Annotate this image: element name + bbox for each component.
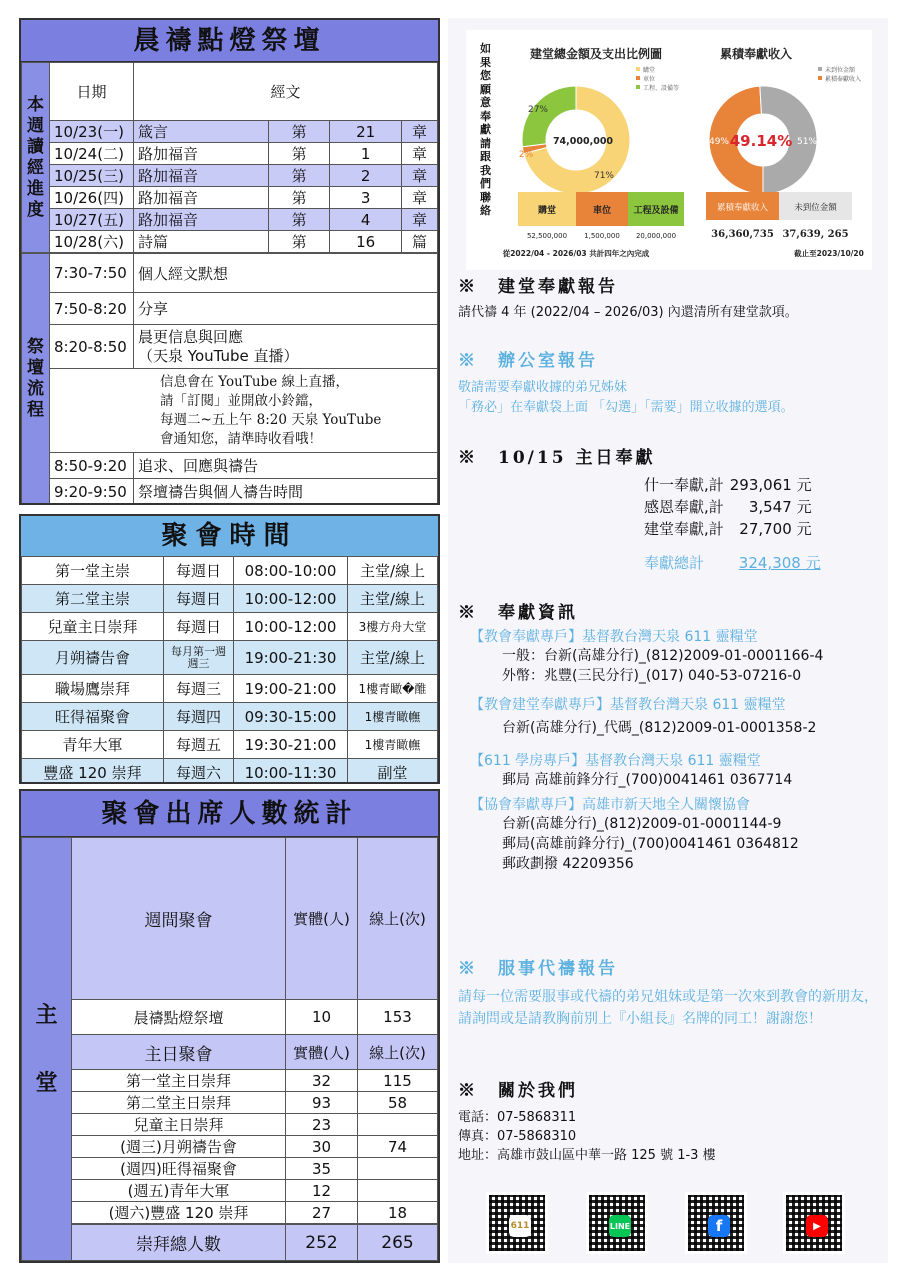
flow-item: 祭壇禱告與個人禱告時間 (134, 479, 438, 505)
legend-swatch (636, 76, 640, 80)
offering-item: 什一奉獻,計 293,061 元 (644, 476, 812, 494)
chart-footer-right: 截止至2023/10/20 (794, 249, 864, 258)
col-online: 線上(次) (358, 838, 438, 1000)
fax-line: 傳真：07-5868310 (458, 1129, 577, 1144)
account-line: 一般：台新(高雄分行)_(812)2009-01-0001166-4 (502, 648, 824, 664)
offering-item: 感恩奉獻,計 3,547 元 (644, 498, 812, 516)
meeting-row: 月朔禱告會 每月第一週週三 19:00-21:30 主堂/線上 (22, 641, 438, 675)
slice-label: 49% (708, 137, 730, 147)
about-text (458, 1108, 716, 1165)
main-hall-label: 主 堂 (22, 838, 72, 1261)
reading-row: 10/25(三) 路加福音 第 2 章 (22, 165, 438, 187)
legend-entry: 車位 (643, 76, 656, 83)
category-amount: 1,500,000 (584, 232, 620, 240)
legend-entry: 累積奉獻收入 (825, 76, 862, 83)
contact-vertical-text: 如果您願意奉獻請跟我們聯絡 (480, 42, 491, 217)
attendance-row: 第一堂主日崇拜 32 115 (22, 1070, 438, 1092)
meeting-times-title: 聚會時間 (21, 516, 438, 556)
legend-swatch (636, 67, 640, 71)
attendance-row: (週六)豐盛 120 崇拜 27 18 (22, 1202, 438, 1224)
youtube-notice: 信息會在 YouTube 線上直播， 請「訂閱」並開啟小鈴鐺， 每週二~五上午 8:20 天泉 YouTube 會通知您，請準時收看哦！ (50, 369, 438, 453)
legend-swatch (818, 67, 822, 71)
qr-facebook-icon[interactable]: f (685, 1192, 747, 1254)
flow-time: 7:30-7:50 (50, 254, 134, 293)
category-amount: 36,360,735 (711, 229, 774, 240)
account-line: 台新(高雄分行)_(812)2009-01-0001144-9 (502, 816, 782, 832)
attendance-row: (週五)青年大軍 12 (22, 1180, 438, 1202)
offering-total: 奉獻總計 324,308 元 (644, 554, 821, 572)
reading-row: 10/27(五) 路加福音 第 4 章 (22, 209, 438, 231)
accounts-list (470, 626, 880, 874)
building-report-text: 請代禱 4 年 (2022/04 – 2026/03) 內還清所有建堂款項。 (458, 305, 798, 320)
meeting-row: 青年大軍 每週五 19:30-21:00 1樓青瞰幠 (22, 731, 438, 759)
col-phys: 實體(人) (286, 838, 358, 1000)
office-report-text: 敬請需要奉獻收據的弟兄姊妹 「務必」在奉獻袋上面 「勾選」「需要」開立收據的選項。 (458, 380, 794, 415)
account-line: 外幣：兆豐(三民分行)_(017) 040-53-07216-0 (502, 668, 802, 684)
flow-item: 個人經文默想 (134, 254, 438, 293)
weekly-reading-label: 本 週 讀 經 進 度 (22, 63, 50, 253)
flow-item: 追求、回應與禱告 (134, 453, 438, 479)
slice-label: 71% (593, 171, 615, 181)
right-panel (448, 18, 888, 1263)
attendance-total-row: 崇拜總人數 252 265 (22, 1225, 438, 1261)
attendance-row: 兒童主日崇拜 23 (22, 1114, 438, 1136)
offering-info-title: ※ 奉獻資訊 (458, 603, 578, 623)
account-line: 台新(高雄分行)_代碼_(812)2009-01-0001358-2 (502, 720, 817, 736)
flow-time: 7:50-8:20 (50, 293, 134, 325)
reading-row: 10/24(二) 路加福音 第 1 章 (22, 143, 438, 165)
account-heading: 【協會奉獻專戶】高雄市新天地全人關懷協會 (470, 797, 750, 813)
chart-title: 建堂總金額及支出比例圖 (529, 47, 663, 61)
col-scripture-header: 經文 (134, 63, 438, 121)
slice-label: 2% (518, 150, 534, 160)
qr-youtube-icon[interactable]: ▶ (783, 1192, 845, 1254)
qr-611-logo-icon[interactable]: 611 (486, 1192, 548, 1254)
altar-flow-label: 祭 壇 流 程 (22, 254, 50, 505)
slice-label: 51% (796, 137, 818, 147)
reading-row: 10/28(六) 詩篇 第 16 篇 (22, 231, 438, 253)
slice-label: 27% (527, 105, 549, 115)
phone-line: 電話：07-5868311 (458, 1110, 577, 1125)
center-label: 49.14% (729, 132, 793, 150)
category-amount: 52,500,000 (526, 232, 568, 240)
col-online: 線上(次) (358, 1035, 438, 1070)
attendance-row: (週三)月朔禱告會 30 74 (22, 1136, 438, 1158)
meeting-times-box (19, 514, 440, 784)
account-heading: 【教會建堂奉獻專戶】基督教台灣天泉 611 靈糧堂 (470, 697, 786, 713)
category-label: 累積奉獻收入 (716, 203, 769, 213)
flow-item: 分享 (134, 293, 438, 325)
morning-altar-title: 晨禱點燈祭壇 (21, 20, 438, 62)
meeting-row: 職場鷹崇拜 每週三 19:00-21:00 1樓青瞰�醀 (22, 675, 438, 703)
chart-footer-left: 從2022/04 - 2026/03 共計四年之內完成 (502, 249, 650, 258)
category-label: 車位 (592, 206, 612, 216)
charts-svg (466, 30, 872, 270)
legend-swatch (636, 85, 640, 89)
legend-entry: 工程、設備等 (643, 85, 680, 92)
category-label: 購堂 (537, 206, 557, 216)
flow-item: 晨更信息與回應 （天泉 YouTube 直播） (134, 325, 438, 369)
legend-entry: 購堂 (643, 67, 656, 74)
attendance-title: 聚會出席人數統計 (21, 791, 438, 837)
sunday-header: 主日聚會 (72, 1035, 286, 1070)
meeting-row: 兒童主日崇拜 每週日 10:00-12:00 3樓方舟大堂 (22, 613, 438, 641)
qr-line-icon[interactable]: LINE (586, 1192, 648, 1254)
service-text: 請每一位需要服事或代禱的弟兄姐妹或是第一次來到教會的新朋友，請詢問或是請教胸前別上『小組長』名牌的同工！謝謝您！ (458, 989, 878, 1027)
offering-item: 建堂奉獻,計 27,700 元 (644, 520, 812, 538)
morning-altar-box (19, 18, 440, 505)
account-line: 郵局(高雄前鋒分行)_(700)0041461 0364812 (502, 836, 799, 852)
meeting-row: 第一堂主崇 每週日 08:00-10:00 主堂/線上 (22, 557, 438, 585)
building-fund-chart (466, 30, 872, 270)
meeting-row: 豐盛 120 崇拜 每週六 10:00-11:30 副堂 (22, 759, 438, 785)
flow-time: 8:20-8:50 (50, 325, 134, 369)
reading-row: 10/26(四) 路加福音 第 3 章 (22, 187, 438, 209)
legend-entry: 未到位金額 (825, 67, 856, 74)
service-title: ※ 服事代禱報告 (458, 959, 618, 979)
reading-row: 10/23(一) 箴言 第 21 章 (22, 121, 438, 143)
legend-swatch (818, 76, 822, 80)
offering-list (644, 474, 821, 574)
category-label: 工程及設備 (633, 206, 679, 216)
category-label: 未到位金額 (794, 203, 837, 213)
flow-time: 9:20-9:50 (50, 479, 134, 505)
account-heading: 【611 學房專戶】基督教台灣天泉 611 靈糧堂 (470, 753, 761, 769)
address-line: 地址：高雄市鼓山區中華一路 125 號 1-3 樓 (458, 1148, 716, 1163)
center-label: 74,000,000 (552, 136, 614, 147)
meeting-row: 旺得福聚會 每週四 09:30-15:00 1樓青瞰幠 (22, 703, 438, 731)
col-phys: 實體(人) (286, 1035, 358, 1070)
building-report-title: ※ 建堂奉獻報告 (458, 277, 618, 297)
meeting-row: 第二堂主崇 每週日 10:00-12:00 主堂/線上 (22, 585, 438, 613)
attendance-box (19, 789, 440, 1263)
attendance-row: (週四)旺得福聚會 35 (22, 1158, 438, 1180)
category-amount: 20,000,000 (635, 232, 677, 240)
about-title: ※ 關於我們 (458, 1081, 578, 1101)
weekday-header: 週間聚會 (72, 838, 286, 1000)
category-amount: 37,639, 265 (782, 229, 849, 240)
office-report-title: ※ 辦公室報告 (458, 351, 598, 371)
flow-time: 8:50-9:20 (50, 453, 134, 479)
col-date-header: 日期 (50, 63, 134, 121)
offering-title: ※ 10/15 主日奉獻 (458, 448, 656, 468)
attendance-row: 第二堂主日崇拜 93 58 (22, 1092, 438, 1114)
chart-title: 累積奉獻收入 (719, 47, 793, 61)
account-heading: 【教會奉獻專戶】基督教台灣天泉 611 靈糧堂 (470, 629, 758, 645)
account-line: 郵局 高雄前鋒分行_(700)0041461 0367714 (502, 772, 793, 788)
account-line: 郵政劃撥 42209356 (502, 856, 634, 872)
attendance-row: 晨禱點燈祭壇 10 153 (22, 1000, 438, 1035)
